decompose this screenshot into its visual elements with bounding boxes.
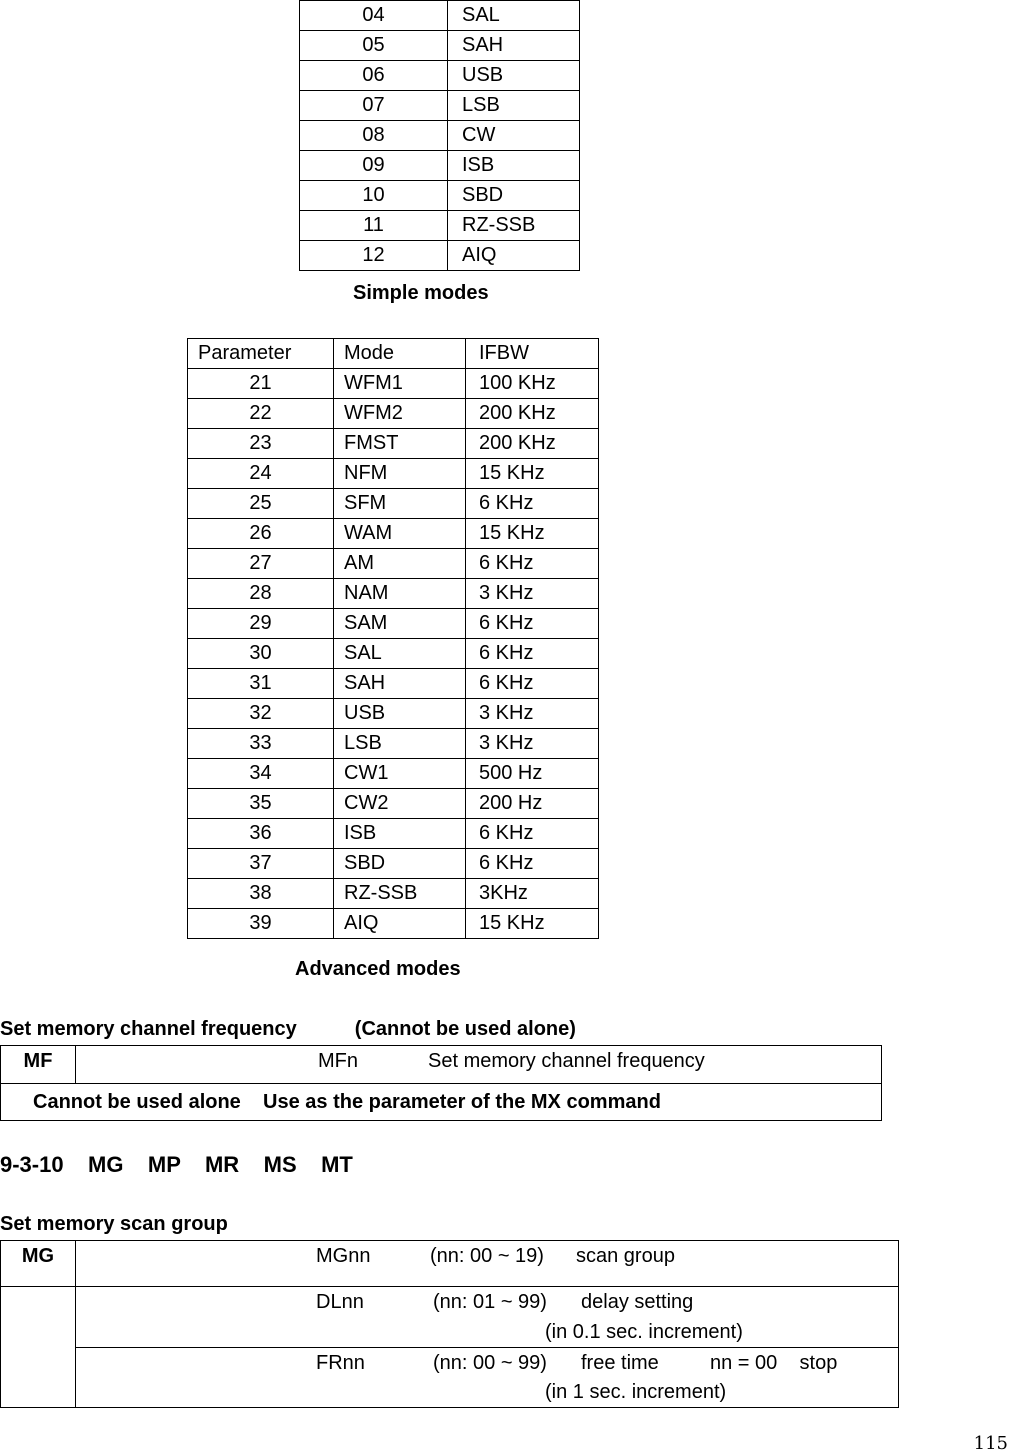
mg-cell-3 xyxy=(76,1348,899,1408)
simple-mode-row xyxy=(300,211,580,241)
advanced-mode-ifbw: 6 KHz xyxy=(466,669,599,699)
section-heading: 9-3-10 MG MP MR MS MT xyxy=(0,1152,353,1177)
advanced-mode-name: SAH xyxy=(334,669,466,699)
advanced-mode-name: SFM xyxy=(334,489,466,519)
advanced-mode-ifbw: 15 KHz xyxy=(466,459,599,489)
advanced-mode-row xyxy=(188,819,599,849)
simple-mode-name: SAH xyxy=(448,31,580,61)
mg-desc-2: delay setting xyxy=(581,1291,694,1313)
advanced-mode-parameter: 31 xyxy=(188,669,334,699)
advanced-modes-table xyxy=(187,338,599,939)
mg-extra-3: nn = 00 stop xyxy=(710,1352,838,1374)
advanced-mode-parameter: 26 xyxy=(188,519,334,549)
mf-heading-title: Set memory channel frequency xyxy=(0,1018,297,1040)
advanced-mode-parameter: 34 xyxy=(188,759,334,789)
advanced-mode-parameter: 25 xyxy=(188,489,334,519)
simple-mode-number: 07 xyxy=(300,91,448,121)
mf-heading-note: (Cannot be used alone) xyxy=(354,1018,576,1040)
simple-mode-row xyxy=(300,151,580,181)
mf-note: Cannot be used alone Use as the parameter of the MX command xyxy=(1,1084,882,1121)
simple-mode-number: 11 xyxy=(300,211,448,241)
simple-mode-name: SAL xyxy=(448,1,580,31)
mg-key: MG xyxy=(1,1241,76,1287)
advanced-mode-ifbw: 6 KHz xyxy=(466,849,599,879)
advanced-mode-parameter: 37 xyxy=(188,849,334,879)
advanced-mode-parameter: 24 xyxy=(188,459,334,489)
simple-mode-name: CW xyxy=(448,121,580,151)
advanced-mode-ifbw: 3 KHz xyxy=(466,699,599,729)
advanced-mode-name: SAM xyxy=(334,609,466,639)
header-ifbw: IFBW xyxy=(466,339,599,369)
simple-mode-number: 04 xyxy=(300,1,448,31)
advanced-mode-ifbw: 6 KHz xyxy=(466,819,599,849)
advanced-mode-row xyxy=(188,849,599,879)
advanced-mode-name: CW1 xyxy=(334,759,466,789)
mg-cell-2 xyxy=(76,1287,899,1348)
simple-mode-number: 12 xyxy=(300,241,448,271)
advanced-mode-ifbw: 3 KHz xyxy=(466,579,599,609)
advanced-mode-name: RZ-SSB xyxy=(334,879,466,909)
simple-modes-table xyxy=(299,0,580,271)
advanced-mode-name: USB xyxy=(334,699,466,729)
advanced-mode-name: WFM2 xyxy=(334,399,466,429)
advanced-mode-parameter: 28 xyxy=(188,579,334,609)
advanced-mode-row xyxy=(188,459,599,489)
mf-heading xyxy=(0,1018,576,1041)
advanced-mode-ifbw: 15 KHz xyxy=(466,519,599,549)
mf-syntax: MFn xyxy=(318,1050,358,1072)
simple-mode-name: RZ-SSB xyxy=(448,211,580,241)
advanced-mode-row xyxy=(188,729,599,759)
mg-row-2 xyxy=(1,1287,899,1348)
mf-key: MF xyxy=(1,1046,76,1084)
advanced-mode-row xyxy=(188,579,599,609)
mf-description-cell xyxy=(76,1046,882,1084)
advanced-mode-ifbw: 200 KHz xyxy=(466,399,599,429)
mg-syntax-3: FRnn xyxy=(316,1352,365,1374)
advanced-mode-ifbw: 100 KHz xyxy=(466,369,599,399)
mg-note-3: (in 1 sec. increment) xyxy=(545,1381,727,1403)
mg-range-3: (nn: 00 ~ 99) xyxy=(433,1352,547,1374)
simple-mode-row xyxy=(300,31,580,61)
advanced-mode-parameter: 38 xyxy=(188,879,334,909)
advanced-mode-row xyxy=(188,639,599,669)
header-parameter: Parameter xyxy=(188,339,334,369)
mf-command-row xyxy=(1,1046,882,1084)
mg-empty-key xyxy=(1,1287,76,1408)
mg-heading: Set memory scan group xyxy=(0,1213,228,1235)
advanced-mode-name: NAM xyxy=(334,579,466,609)
mg-row-1 xyxy=(1,1241,899,1287)
advanced-mode-name: WFM1 xyxy=(334,369,466,399)
advanced-mode-name: AM xyxy=(334,549,466,579)
advanced-mode-name: LSB xyxy=(334,729,466,759)
advanced-mode-parameter: 33 xyxy=(188,729,334,759)
advanced-mode-name: ISB xyxy=(334,819,466,849)
advanced-mode-ifbw: 3 KHz xyxy=(466,729,599,759)
mg-range-1: (nn: 00 ~ 19) xyxy=(430,1245,544,1267)
advanced-mode-parameter: 35 xyxy=(188,789,334,819)
advanced-mode-parameter: 32 xyxy=(188,699,334,729)
simple-mode-name: ISB xyxy=(448,151,580,181)
advanced-mode-ifbw: 3KHz xyxy=(466,879,599,909)
simple-mode-name: SBD xyxy=(448,181,580,211)
advanced-mode-row xyxy=(188,519,599,549)
simple-mode-row xyxy=(300,181,580,211)
simple-mode-number: 08 xyxy=(300,121,448,151)
advanced-mode-row xyxy=(188,489,599,519)
advanced-modes-caption: Advanced modes xyxy=(295,958,461,980)
advanced-mode-ifbw: 200 KHz xyxy=(466,429,599,459)
advanced-mode-ifbw: 200 Hz xyxy=(466,789,599,819)
advanced-mode-ifbw: 6 KHz xyxy=(466,489,599,519)
advanced-mode-row xyxy=(188,429,599,459)
mf-command-table xyxy=(0,1045,882,1121)
advanced-mode-ifbw: 6 KHz xyxy=(466,609,599,639)
mg-desc-1: scan group xyxy=(576,1245,675,1267)
simple-mode-row xyxy=(300,121,580,151)
advanced-mode-parameter: 22 xyxy=(188,399,334,429)
advanced-mode-row xyxy=(188,369,599,399)
simple-mode-row xyxy=(300,241,580,271)
advanced-mode-ifbw: 6 KHz xyxy=(466,639,599,669)
mg-desc-3: free time xyxy=(581,1352,659,1374)
mg-cell-1 xyxy=(76,1241,899,1287)
simple-mode-row xyxy=(300,1,580,31)
simple-modes-caption: Simple modes xyxy=(353,282,489,304)
advanced-mode-name: NFM xyxy=(334,459,466,489)
advanced-mode-name: AIQ xyxy=(334,909,466,939)
advanced-mode-name: WAM xyxy=(334,519,466,549)
simple-mode-row xyxy=(300,61,580,91)
advanced-mode-ifbw: 6 KHz xyxy=(466,549,599,579)
advanced-mode-parameter: 23 xyxy=(188,429,334,459)
mg-note-2: (in 0.1 sec. increment) xyxy=(545,1321,743,1343)
simple-mode-row xyxy=(300,91,580,121)
simple-mode-name: USB xyxy=(448,61,580,91)
advanced-modes-body xyxy=(188,339,599,939)
simple-mode-number: 09 xyxy=(300,151,448,181)
advanced-mode-parameter: 36 xyxy=(188,819,334,849)
advanced-mode-parameter: 30 xyxy=(188,639,334,669)
page-number: 115 xyxy=(973,1433,1008,1454)
mg-syntax-1: MGnn xyxy=(316,1245,371,1267)
advanced-mode-row xyxy=(188,759,599,789)
simple-mode-number: 10 xyxy=(300,181,448,211)
advanced-modes-header-row xyxy=(188,339,599,369)
advanced-mode-row xyxy=(188,699,599,729)
advanced-mode-row xyxy=(188,909,599,939)
simple-mode-number: 05 xyxy=(300,31,448,61)
advanced-mode-name: CW2 xyxy=(334,789,466,819)
advanced-mode-row xyxy=(188,879,599,909)
header-mode: Mode xyxy=(334,339,466,369)
simple-mode-name: AIQ xyxy=(448,241,580,271)
advanced-mode-parameter: 21 xyxy=(188,369,334,399)
advanced-mode-name: SAL xyxy=(334,639,466,669)
advanced-mode-row xyxy=(188,669,599,699)
advanced-mode-row xyxy=(188,399,599,429)
simple-modes-body xyxy=(300,1,580,271)
advanced-mode-row xyxy=(188,549,599,579)
advanced-mode-name: SBD xyxy=(334,849,466,879)
mg-range-2: (nn: 01 ~ 99) xyxy=(433,1291,547,1313)
mg-row-3 xyxy=(1,1348,899,1408)
advanced-mode-name: FMST xyxy=(334,429,466,459)
advanced-mode-ifbw: 500 Hz xyxy=(466,759,599,789)
advanced-mode-row xyxy=(188,789,599,819)
advanced-mode-ifbw: 15 KHz xyxy=(466,909,599,939)
advanced-mode-parameter: 27 xyxy=(188,549,334,579)
mf-description: Set memory channel frequency xyxy=(428,1050,705,1072)
mg-command-table xyxy=(0,1240,899,1408)
mg-syntax-2: DLnn xyxy=(316,1291,364,1313)
advanced-mode-parameter: 39 xyxy=(188,909,334,939)
advanced-mode-row xyxy=(188,609,599,639)
simple-mode-name: LSB xyxy=(448,91,580,121)
advanced-mode-parameter: 29 xyxy=(188,609,334,639)
mf-note-row xyxy=(1,1084,882,1121)
simple-mode-number: 06 xyxy=(300,61,448,91)
